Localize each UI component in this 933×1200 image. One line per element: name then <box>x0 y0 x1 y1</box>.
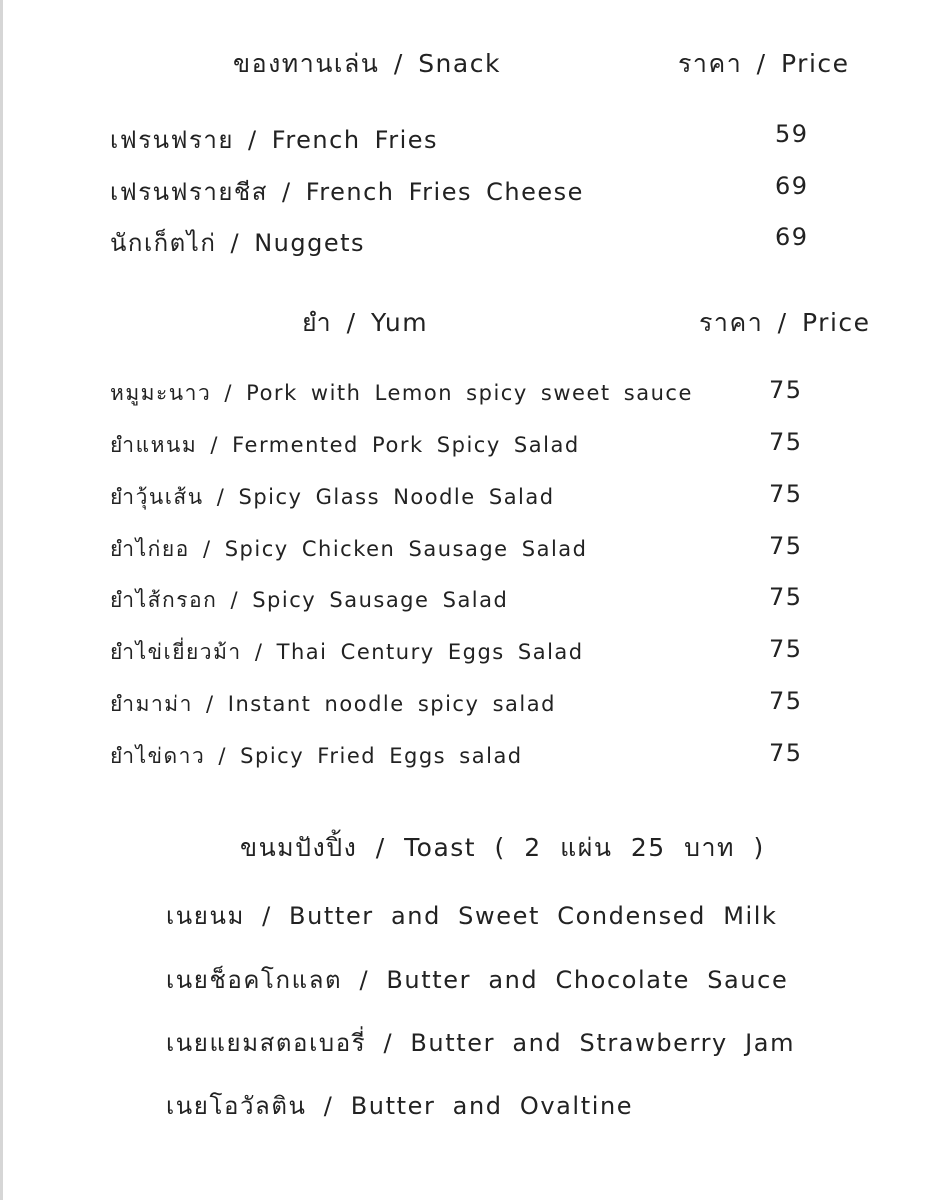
menu-item-price: 69 <box>775 172 809 200</box>
menu-item-name: นักเก็ตไก่ / Nuggets <box>110 229 366 257</box>
page-edge <box>0 0 3 1200</box>
menu-item-name: ยำไข่ดาว / Spicy Fried Eggs salad <box>110 744 523 768</box>
menu-item-price: 75 <box>769 739 803 767</box>
menu-item-name: หมูมะนาว / Pork with Lemon spicy sweet sauce <box>110 381 693 405</box>
toast-section-title: ขนมปังปิ้ง / Toast ( 2 แผ่น 25 บาท ) <box>240 833 765 862</box>
menu-item-price: 69 <box>775 223 809 251</box>
menu-item-price: 75 <box>769 480 803 508</box>
menu-item-price: 75 <box>769 687 803 715</box>
menu-item-price: 75 <box>769 635 803 663</box>
menu-item-name: เนยนม / Butter and Sweet Condensed Milk <box>166 902 778 930</box>
menu-item-price: 75 <box>769 428 803 456</box>
yum-price-header: ราคา / Price <box>699 308 871 337</box>
menu-item-name: ยำมาม่า / Instant noodle spicy salad <box>110 692 556 716</box>
yum-section-title: ยำ / Yum <box>302 308 429 337</box>
menu-item-name: ยำวุ้นเส้น / Spicy Glass Noodle Salad <box>110 485 555 509</box>
menu-item-name: ยำไก่ยอ / Spicy Chicken Sausage Salad <box>110 537 588 561</box>
menu-item-name: ยำไข่เยี่ยวม้า / Thai Century Eggs Salad <box>110 640 584 664</box>
menu-item-name: เฟรนฟราย / French Fries <box>110 126 439 154</box>
menu-item-name: เฟรนฟรายชีส / French Fries Cheese <box>110 178 584 206</box>
menu-item-name: ยำไส้กรอก / Spicy Sausage Salad <box>110 588 509 612</box>
snack-price-header: ราคา / Price <box>678 49 850 78</box>
snack-section-title: ของทานเล่น / Snack <box>233 49 501 78</box>
menu-item-name: เนยแยมสตอเบอรี่ / Butter and Strawberry Jam <box>166 1029 796 1057</box>
menu-item-name: เนยโอวัลติน / Butter and Ovaltine <box>166 1092 634 1120</box>
menu-item-price: 59 <box>775 120 809 148</box>
menu-item-name: เนยช็อคโกแลต / Butter and Chocolate Sauce <box>166 966 789 994</box>
menu-item-price: 75 <box>769 583 803 611</box>
menu-item-price: 75 <box>769 532 803 560</box>
menu-item-price: 75 <box>769 376 803 404</box>
menu-item-name: ยำแหนม / Fermented Pork Spicy Salad <box>110 433 580 457</box>
